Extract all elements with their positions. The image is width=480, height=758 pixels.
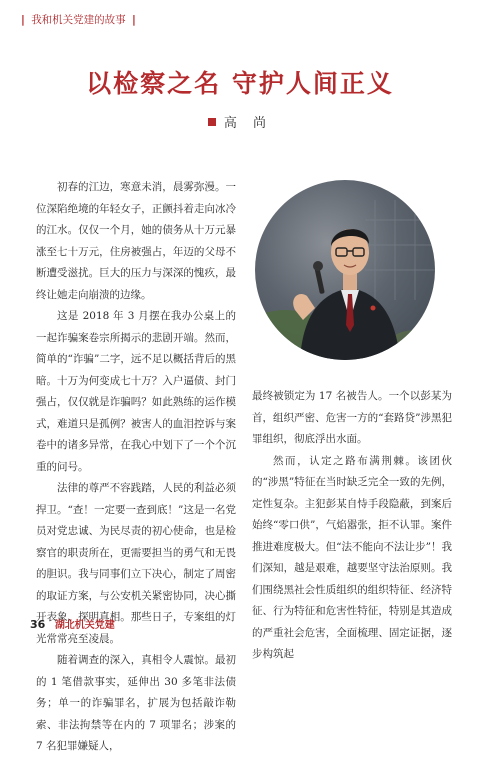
publication-name: 湖北机关党建 [54, 620, 115, 631]
section-bar-left: | [21, 14, 25, 26]
section-header [18, 12, 139, 27]
paragraph-continued: 最终被锁定为 17 名被告人。一个以彭某为首，组织严密、危害一方的“套路贷”涉黑犯罪组织，彻底浮出水面。 [252, 390, 452, 445]
author-line [0, 112, 480, 131]
section-title: 我和机关党建的故事 [31, 14, 126, 26]
paragraph: 这是 2018 年 3 月摆在我办公桌上的一起诈骗案卷宗所揭示的悲剧开端。然而，简单的“诈骗”二字，远不足以概括背后的黑暗。十万为何变成七十万？入户逼债、封门强占，仅仅就是诈骗吗？如此熟练的运作模式，难道只是孤例？被害人的血泪控诉与案卷中的诸多异常，在我心中划下了一个个沉重的问号。 [36, 310, 236, 473]
paragraph: 初春的江边，寒意未消，晨雾弥漫。一位深陷绝境的年轻女子，正颤抖着走向冰冷的江水。仅仅一个月，她的债务从十万元暴涨至七十万元，住房被强占，年迈的父母不断遭受滋扰。巨大的压力与深深的愧疚，最终让她走向崩溃的边缘。 [36, 181, 236, 301]
body-right-column [252, 386, 452, 666]
article-title: 以检察之名 守护人间正义 [86, 69, 394, 98]
author-square-icon [208, 118, 216, 126]
page-footer [30, 616, 115, 631]
author-name: 高 尚 [223, 116, 273, 131]
author-photo [255, 180, 435, 360]
paragraph: 然而，认定之路布满荆棘。该团伙的“涉黑”特征在当时缺乏完全一致的先例，定性复杂。主犯彭某自恃手段隐蔽，到案后始终“零口供”，气焰嚣张，拒不认罪。案件推进难度极大。但“法不能向不法让步”！我们深知，越是艰难，越要坚守法治原则。我们围绕黑社会性质组织的组织特征、经济特征、行为特征和危害性特征，特别是其造成的严重社会危害，全面梳理、固定证据，逐步构筑起 [252, 454, 452, 660]
paragraph: 随着调查的深入，真相令人震惊。最初的 1 笔借款事实，延伸出 30 多笔非法债务；单一的诈骗罪名，扩展为包括敲诈勒索、非法拘禁等在内的 7 项罪名；涉案的 7 名犯罪嫌疑人， [36, 654, 236, 752]
page-number: 36 [30, 618, 46, 631]
section-bar-right: | [132, 14, 136, 26]
author-photo-illustration [255, 180, 435, 360]
body-left-column [36, 177, 236, 758]
paragraph: 法律的尊严不容践踏，人民的利益必须捍卫。“查！一定要一查到底！”这是一名党员对党忠诚、为民尽责的初心使命，也是检察官的职责所在，更需要担当的勇气和无畏的胆识。我与同事们立下决心，制定了周密的取证方案，与公安机关紧密协同，决心撕开表象、探明真相。那些日子，专案组的灯光常常亮至凌晨。 [36, 482, 236, 645]
